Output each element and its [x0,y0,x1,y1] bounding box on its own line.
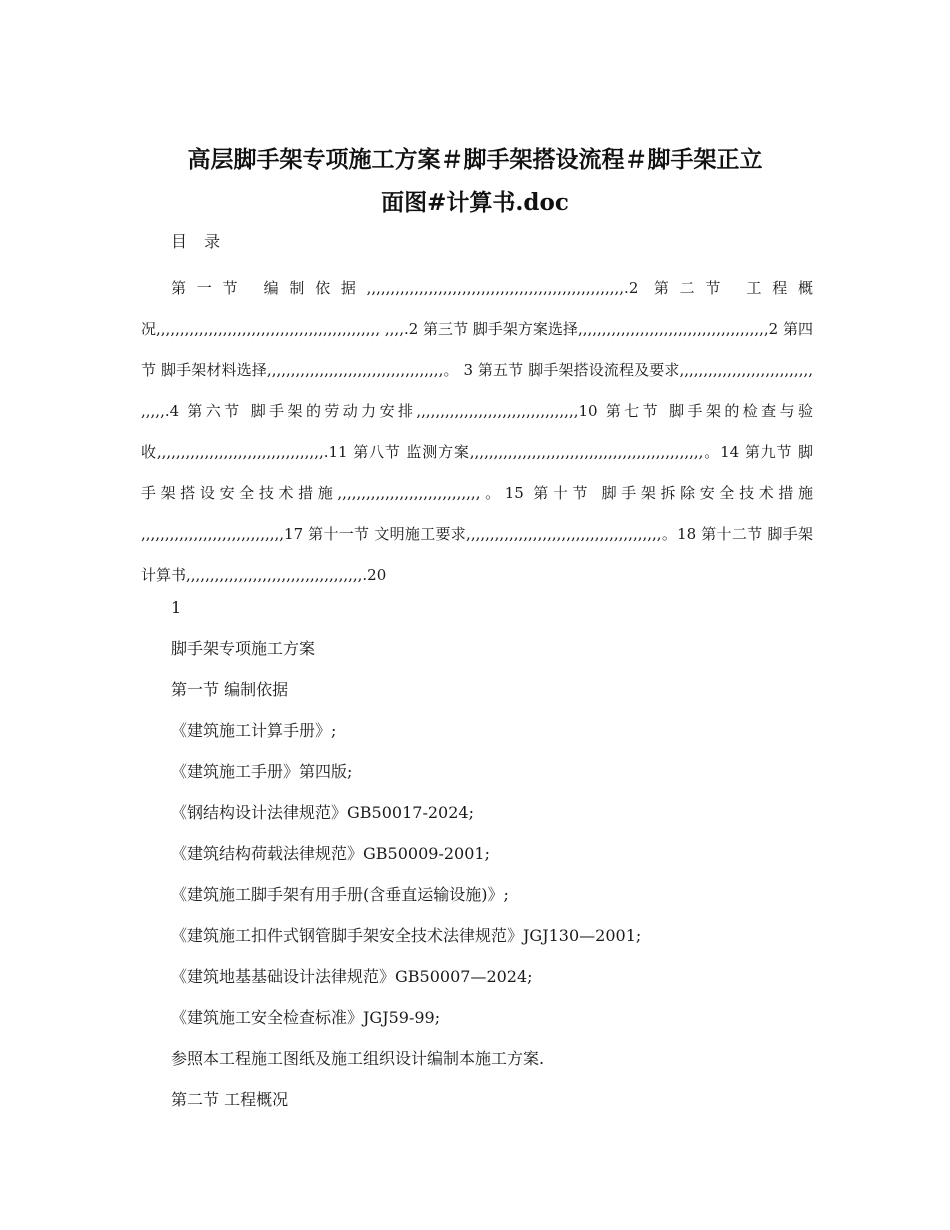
document-title-line-2: 面图#计算书.doc [381,189,569,216]
paragraph: 脚手架专项施工方案 [171,639,316,658]
section-heading: 第一节 编制依据 [171,680,289,699]
reference-item: 《建筑施工计算手册》; [171,721,337,740]
section-heading: 第二节 工程概况 [171,1090,289,1109]
reference-item: 《钢结构设计法律规范》GB50017-2024; [171,803,474,822]
reference-item: 《建筑施工安全检查标准》JGJ59-99; [171,1008,441,1027]
document-title-line-1: 高层脚手架专项施工方案＃脚手架搭设流程＃脚手架正立 [187,146,763,173]
toc-entries: 第一节 编制依据,,,,,,,,,,,,,,,,,,,,,,,,,,,,,,,,,,,,,,,,,,,,,,,,,,,,,,.2 第二节 工程概况,,,,,,,,,,,,,,,,,,,,,,,,,,,,,,,,,,,,,,,,,,,,,,, ,,,,.2 第三节 脚手架方案选择,,,,,,,,,,,,,,,,,,,,,,,,,,,,,,,,,,,,,,,,2 第四节 脚手架材料选择,,,,,,,,,,,,,,,,,,,,,,,,,,,,,,,,,,,,,。 3 第五节 脚手架搭设流程及要求,,,,,,,,,,,,,,,,,,,,,,,,,,,, ,,,,,.4 第六节 脚手架的劳动力安排,,,,,,,,,,,,,,,,,,,,,,,,,,,,,,,,,,10 第七节 脚手架的检查与验收,,,,,,,,,,,,,,,,,,,,,,,,,,,,,,,,,,,.11 第八节 监测方案,,,,,,,,,,,,,,,,,,,,,,,,,,,,,,,,,,,,,,,,,,,,,,,,,。14 第九节 脚手架搭设安全技术措施,,,,,,,,,,,,,,,,,,,,,,,,,,,,,,。15 第十节 脚手架拆除安全技术措施 ,,,,,,,,,,,,,,,,,,,,,,,,,,,,,,17 第十一节 文明施工要求,,,,,,,,,,,,,,,,,,,,,,,,,,,,,,,,,,,,,,,,,。18 第十二节 脚手架计算书,,,,,,,,,,,,,,,,,,,,,,,,,,,,,,,,,,,,,.20 [141,279,813,584]
reference-item: 《建筑结构荷载法律规范》GB50009-2001; [171,844,490,863]
reference-item: 《建筑施工扣件式钢管脚手架安全技术法律规范》JGJ130—2001; [171,926,642,945]
reference-item: 《建筑地基基础设计法律规范》GB50007—2024; [171,967,533,986]
reference-item: 《建筑施工脚手架有用手册(含垂直运输设施)》; [171,885,509,904]
reference-item: 《建筑施工手册》第四版; [171,762,353,781]
page-number: 1 [171,598,182,617]
paragraph: 参照本工程施工图纸及施工组织设计编制本施工方案. [171,1049,545,1068]
toc-heading: 目 录 [171,232,227,251]
document-title [150,138,800,224]
